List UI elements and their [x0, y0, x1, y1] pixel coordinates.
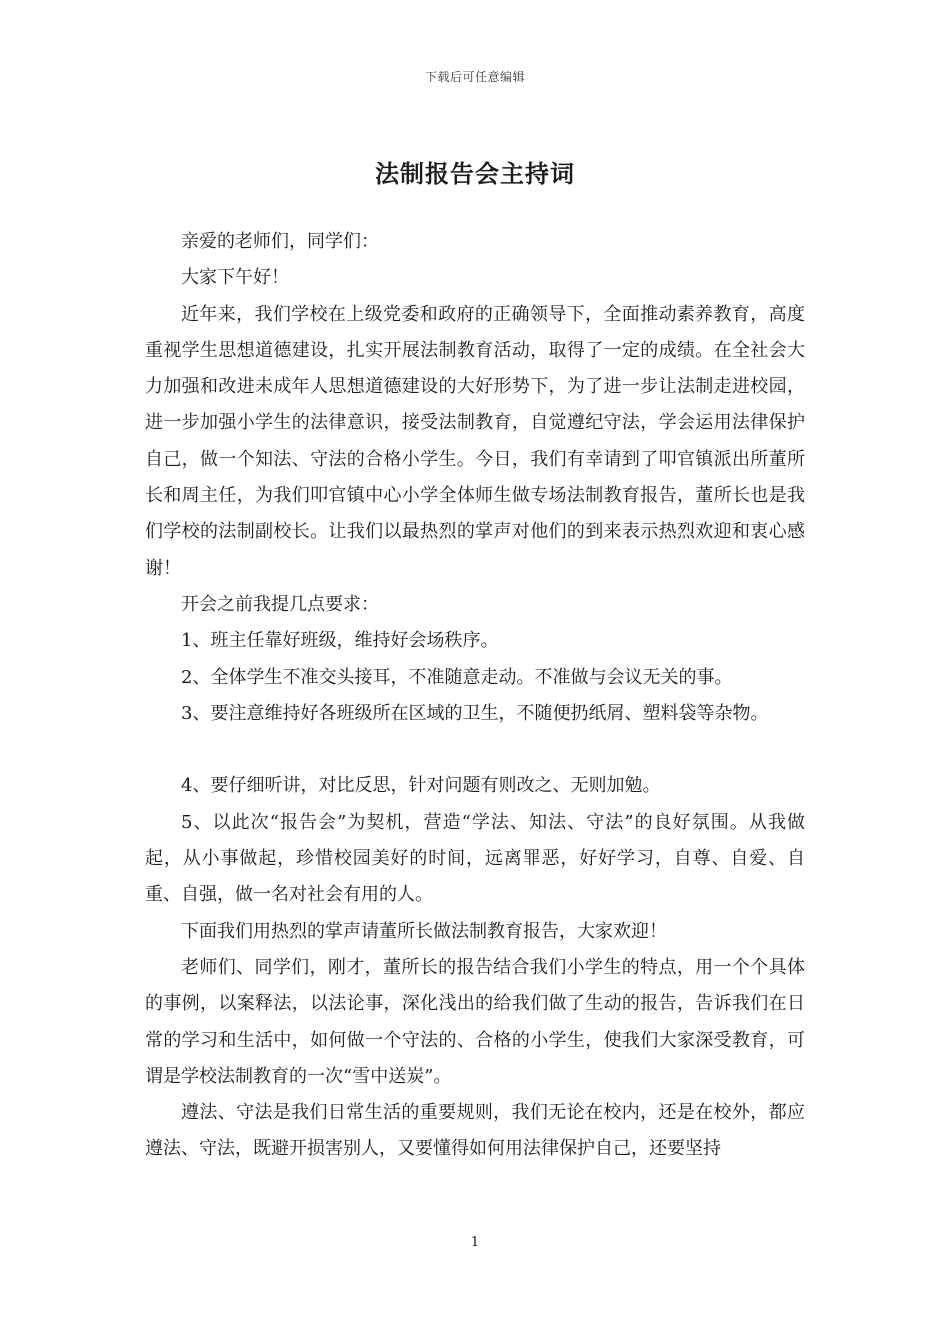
header-note: 下载后可任意编辑	[424, 70, 525, 84]
salutation: 亲爱的老师们，同学们：	[181, 231, 379, 252]
closing-paragraph: 遵法、守法是我们日常生活的重要规则，我们无论在校内，还是在校外，都应遵法、守法，既避开损害别人，又要懂得如何用法律保护自己，还要坚持	[145, 1102, 805, 1160]
document-title: 法制报告会主持词	[375, 159, 575, 188]
greeting: 大家下午好！	[181, 267, 289, 289]
requirements-heading: 开会之前我提几点要求：	[181, 593, 379, 615]
requirement-item-4: 4、要仔细听讲，对比反思，针对问题有则改之、无则加勉。	[181, 775, 661, 797]
requirement-item-3: 3、要注意维持好各班级所在区域的卫生，不随便扔纸屑、塑料袋等杂物。	[181, 702, 769, 724]
blank-line	[145, 732, 805, 768]
document-body	[145, 224, 805, 1168]
requirement-item-2: 2、全体学生不准交头接耳，不准随意走动。不准做与会议无关的事。	[181, 666, 733, 688]
intro-paragraph: 近年来，我们学校在上级党委和政府的正确领导下，全面推动素养教育，高度重视学生思想道德建设，扎实开展法制教育活动，取得了一定的成绩。在全社会大力加强和改进未成年人思想道德建设的大好形势下，为了进一步让法制走进校园，进一步加强小学生的法律意识，接受法制教育，自觉遵纪守法，学会运用法律保护自己，做一个知法、守法的合格小学生。今日，我们有幸请到了叩官镇派出所董所长和周主任，为我们叩官镇中心小学全体师生做专场法制教育报告，董所长也是我们学校的法制副校长。让我们以最热烈的掌声对他们的到来表示热烈欢迎和衷心感谢！	[145, 303, 805, 579]
requirement-item-1: 1、班主任靠好班级，维持好会场秩序。	[181, 630, 499, 652]
page-number: 1	[470, 1235, 480, 1250]
invitation-paragraph: 下面我们用热烈的掌声请董所长做法制教育报告，大家欢迎！	[181, 920, 667, 942]
summary-paragraph: 老师们、同学们，刚才，董所长的报告结合我们小学生的特点，用一个个具体的事例，以案释法，以法论事，深化浅出的给我们做了生动的报告，告诉我们在日常的学习和生活中，如何做一个守法的、合格的小学生，使我们大家深受教育，可谓是学校法制教育的一次“雪中送炭”。	[145, 956, 805, 1087]
requirement-item-5: 5、以此次“报告会”为契机，营造“学法、知法、守法”的良好氛围。从我做起，从小事做起，珍惜校园美好的时间，远离罪恶，好好学习，自尊、自爱、自重、自强，做一名对社会有用的人。	[145, 811, 805, 906]
